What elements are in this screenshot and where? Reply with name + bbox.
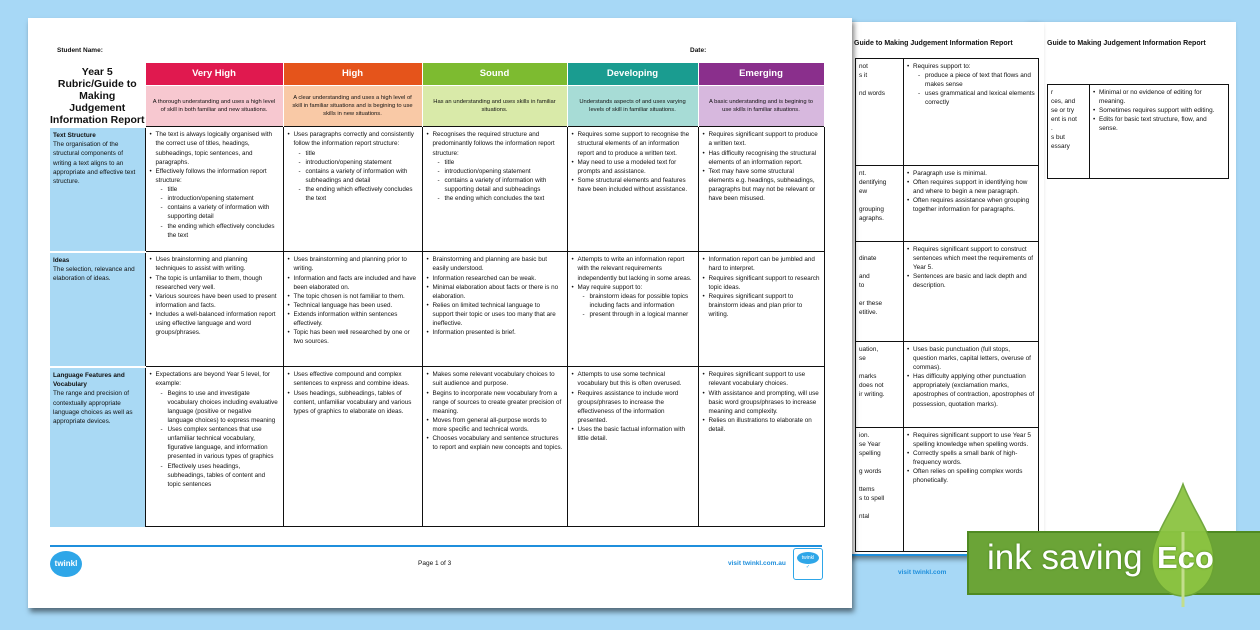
criterion-cell <box>50 367 145 527</box>
partial-text: ces, and <box>1051 98 1076 105</box>
rubric-cell <box>422 127 567 252</box>
bullet-text: introduction/opening statement <box>167 195 254 203</box>
criterion-name: Ideas <box>53 256 70 264</box>
bullet-item <box>578 292 694 310</box>
bullet-item <box>907 345 1035 372</box>
bullet-item <box>703 292 820 319</box>
bullet-text: Edits for basic text structure, flow, and sense. <box>1099 116 1207 133</box>
bullet-text: Information researched can be weak. <box>432 274 537 282</box>
bullet-text: Uses paragraphs correctly and consistently follow the information report structure: <box>293 131 414 148</box>
rubric-cell <box>1090 85 1229 179</box>
bullet-item <box>427 434 563 452</box>
bullet-item <box>1093 106 1225 115</box>
bullet-text: Expectations are beyond Year 5 level, for example: <box>155 371 270 388</box>
footer-line <box>50 545 822 547</box>
bullet-text: present through in a logical manner <box>589 311 689 319</box>
bullet-item <box>294 185 418 203</box>
partial-text: se or try <box>1051 107 1075 114</box>
bullet-item <box>703 167 820 204</box>
bullet-list <box>572 370 694 443</box>
rubric-cell <box>904 342 1039 428</box>
bullet-item <box>294 158 418 167</box>
bullet-text: the ending which effectively concludes the text <box>305 186 413 203</box>
partial-text: se <box>859 355 866 362</box>
level-header-high: High <box>283 63 422 86</box>
bullet-item <box>288 301 418 310</box>
partial-text: nt. <box>859 170 867 177</box>
partial-text: se Year <box>859 441 881 448</box>
bullet-text: Requires assistance to include word groups/phrases to increase the effectiveness of the information presented. <box>577 389 679 424</box>
bullet-item <box>288 274 418 292</box>
bullet-item <box>150 292 279 310</box>
level-description: Has an understanding and uses skills in familiar situations. <box>422 85 567 126</box>
bullet-item <box>427 370 563 388</box>
bullet-text: May require support to: <box>577 283 643 291</box>
visit-link[interactable]: visit twinkl.com.au <box>728 560 786 567</box>
rubric-cell <box>283 127 422 252</box>
bullet-list <box>572 255 694 319</box>
partial-text <box>859 290 900 299</box>
bullet-list <box>156 185 279 240</box>
bullet-item <box>907 62 1035 107</box>
bullet-list <box>427 130 563 203</box>
rubric-cell <box>145 367 283 527</box>
partial-text: er these <box>859 300 883 307</box>
partial-text: marks <box>859 373 877 380</box>
partial-cell <box>856 428 904 552</box>
partial-text: ew <box>859 188 868 195</box>
bullet-text: Requires some support to recognise the structural elements of an information report and to produce a written text. <box>577 131 690 157</box>
bullet-text: Uses effective compound and complex sentences to express and combine ideas. <box>293 371 410 388</box>
partial-cell <box>856 242 904 342</box>
level-description: A thorough understanding and uses a high level of skill in both familiar and new situations. <box>145 85 283 126</box>
bullet-item <box>150 255 279 273</box>
bullet-item <box>156 185 279 194</box>
criterion-name: Language Features and Vocabulary <box>53 371 125 389</box>
criterion-description: The range and precision of contextually appropriate language choices as well as appropriate devices. <box>53 390 133 426</box>
bullet-list <box>427 370 563 452</box>
partial-text: does not <box>859 382 884 389</box>
partial-text <box>859 503 900 512</box>
bullet-text: Begins to use and investigate vocabulary choices including evaluative language (positive or negative language choices) to express meaning <box>167 389 278 424</box>
bullet-item <box>572 255 694 282</box>
ink-saving-label: ink saving <box>987 538 1143 577</box>
partial-text: s it <box>859 72 868 79</box>
partial-text <box>859 196 900 205</box>
bullet-text: Information presented is brief. <box>432 329 516 337</box>
bullet-list <box>907 169 1035 214</box>
bullet-text: Includes a well-balanced information report using effective language and word groups/phrases. <box>155 311 276 337</box>
bullet-text: Information and facts are included and have been elaborated on. <box>293 274 417 291</box>
rubric-row <box>50 367 824 527</box>
partial-text: dinate <box>859 255 877 262</box>
partial-text: s to spell <box>859 495 885 502</box>
bullet-list <box>288 255 418 346</box>
bullet-text: With assistance and prompting, will use basic word groups/phrases to increase meaning and complexity. <box>708 389 819 415</box>
twinkl-logo: twinkl <box>50 551 82 577</box>
partial-text: r <box>1051 89 1054 96</box>
bullet-list <box>1093 88 1225 133</box>
page-title: Guide to Making Judgement Information Report <box>854 40 1013 47</box>
bullet-list <box>288 370 418 416</box>
rubric-row <box>50 252 824 367</box>
bullet-text: Relies on limited technical language to support their topic or uses too many that are ineffective. <box>432 301 556 328</box>
bullet-item <box>572 158 694 176</box>
bullet-text: Requires support to: <box>913 63 971 70</box>
bullet-item <box>907 449 1035 467</box>
bullet-text: Text may have some structural elements e.g. headings, subheadings, paragraphs but may not be relevant or have been misused. <box>708 167 816 203</box>
bullet-item <box>288 370 418 388</box>
rubric-cell <box>904 166 1039 242</box>
bullet-text: Chooses vocabulary and sentence structures to report and explain new concepts and topics. <box>432 435 563 452</box>
bullet-text: Requires significant support to produce a written text. <box>708 131 818 148</box>
rubric-cell <box>145 127 283 252</box>
rubric-cell <box>698 367 824 527</box>
bullet-text: May need to use a modeled text for prompts and assistance. <box>577 158 677 175</box>
bullet-text: contains a variety of information with supporting detail and subheadings <box>444 176 547 194</box>
partial-text: s but <box>1051 134 1065 141</box>
bullet-list <box>156 389 279 489</box>
bullet-text: Extends information within sentences effectively. <box>293 311 398 328</box>
bullet-text: Requires significant support to brainstorm ideas and plan prior to writing. <box>708 292 803 319</box>
level-description: A clear understanding and uses a high level of skill in familiar situations and is begining to use skills in new situations. <box>283 85 422 126</box>
bullet-text: Requires significant support to research topic ideas. <box>708 274 820 291</box>
bullet-text: Often relies on spelling complex words phonetically. <box>913 468 1023 485</box>
badge-logo: twinkl <box>797 552 819 564</box>
criterion-cell <box>50 127 145 252</box>
bullet-item <box>156 425 279 462</box>
bullet-text: title <box>167 186 178 194</box>
rubric-cell <box>567 367 698 527</box>
bullet-item <box>572 370 694 388</box>
bullet-item <box>150 167 279 240</box>
bullet-list <box>913 71 1035 107</box>
bullet-item <box>156 462 279 489</box>
bullet-text: Uses brainstorming and planning techniques to assist with writing. <box>155 256 248 273</box>
partial-text <box>859 245 900 254</box>
partial-text: not <box>859 63 868 70</box>
bullet-item <box>150 310 279 337</box>
rubric-row <box>856 242 1039 342</box>
partial-text: ttems <box>859 486 875 493</box>
partial-text: spelling <box>859 450 881 457</box>
rubric-cell <box>567 252 698 367</box>
bullet-text: brainstorm ideas for possible topics including facts and information <box>589 292 689 309</box>
bullet-text: Attempts to write an information report with the relevant requirements independently but lacking in some areas. <box>577 256 692 282</box>
bullet-item <box>572 425 694 443</box>
bullet-item <box>288 292 418 301</box>
bullet-list <box>150 370 279 489</box>
bullet-item <box>433 194 563 203</box>
bullet-item <box>433 176 563 194</box>
rubric-row <box>856 166 1039 242</box>
bullet-text: Minimal elaboration about facts or there is no elaboration. <box>432 283 559 300</box>
partial-text <box>859 363 900 372</box>
bullet-text: Technical language has been used. <box>293 301 393 309</box>
bullet-item <box>703 274 820 292</box>
bullet-text: Sentences are basic and lack depth and description. <box>913 273 1027 290</box>
bullet-text: the ending which effectively concludes the text <box>167 222 275 239</box>
rubric-cell <box>422 252 567 367</box>
rubric-table <box>1047 84 1229 179</box>
bullet-item <box>288 310 418 328</box>
level-description: Understands aspects of and uses varying levels of skill in familiar situations. <box>567 85 698 126</box>
bullet-text: The topic is unfamiliar to them, though researched very well. <box>155 274 263 291</box>
bullet-item <box>427 274 563 283</box>
rubric-table <box>855 58 1039 552</box>
partial-cell <box>856 59 904 166</box>
bullet-text: uses grammatical and lexical elements correctly <box>925 90 1035 107</box>
bullet-text: Effectively follows the information report structure: <box>155 167 267 184</box>
partial-text: dentifying <box>859 179 887 186</box>
rubric-cell <box>904 242 1039 342</box>
bullet-item <box>156 194 279 203</box>
bullet-text: The topic chosen is not familiar to them. <box>293 292 405 300</box>
bullet-text: Uses the basic factual information with little detail. <box>577 426 685 443</box>
level-header-sound: Sound <box>422 63 567 86</box>
partial-text: agraphs. <box>859 215 884 222</box>
bullet-text: The text is always logically organised with the correct use of titles, headings, subheadings, topic sentences, and paragraphs. <box>155 131 273 166</box>
criterion-description: The selection, relevance and elaboration of ideas. <box>53 266 135 283</box>
bullet-text: Minimal or no evidence of editing for meaning. <box>1099 89 1202 106</box>
bullet-item <box>433 158 563 167</box>
rubric-cell <box>567 127 698 252</box>
bullet-text: Information report can be jumbled and hard to interpret. <box>708 256 815 273</box>
partial-text: ir writing. <box>859 391 885 398</box>
bullet-text: contains a variety of information with subheadings and detail <box>305 167 408 184</box>
bullet-item <box>427 389 563 416</box>
bullet-text: Relies on illustrations to elaborate on detail. <box>708 416 812 434</box>
bullet-text: Makes some relevant vocabulary choices to suit audience and purpose. <box>432 371 555 388</box>
bullet-item <box>572 283 694 320</box>
partial-text: ent is not <box>1051 116 1077 123</box>
bullet-text: Has difficulty recognising the structural elements of an information report. <box>708 149 817 166</box>
rubric-row <box>50 127 824 252</box>
page-title: Guide to Making Judgement Information Report <box>1047 40 1206 47</box>
bullet-item <box>288 130 418 203</box>
bullet-item <box>150 370 279 489</box>
partial-text: to <box>859 282 865 289</box>
bullet-text: Uses brainstorming and planning prior to writing. <box>293 256 407 273</box>
bullet-item <box>288 255 418 273</box>
bullet-item <box>913 89 1035 107</box>
criterion-description: The organisation of the structural components of writing a text aligns to an appropriate and effective text structure. <box>53 141 136 186</box>
bullet-text: Topic has been well researched by one or two sources. <box>293 329 410 346</box>
criterion-cell <box>50 252 145 367</box>
partial-cell <box>856 342 904 428</box>
bullet-list <box>578 292 694 319</box>
bullet-item <box>907 431 1035 449</box>
partial-text <box>859 458 900 467</box>
bullet-item <box>427 255 563 273</box>
bullet-list <box>703 370 820 434</box>
bullet-item <box>150 274 279 292</box>
partial-text <box>859 476 900 485</box>
bullet-item <box>907 272 1035 290</box>
bullet-text: Often requires assistance when grouping together information for paragraphs. <box>913 197 1030 214</box>
partial-text: . <box>1051 125 1053 132</box>
bullet-item <box>572 389 694 426</box>
bullet-item <box>703 370 820 388</box>
rubric-cell <box>283 367 422 527</box>
rubric-cell <box>283 252 422 367</box>
partial-cell <box>856 166 904 242</box>
bullet-list <box>294 149 418 204</box>
bullet-text: Uses complex sentences that use unfamiliar technical vocabulary, figurative language, and information presented in various types of graphics <box>167 426 274 461</box>
partial-text: ion. <box>859 432 870 439</box>
bullet-text: produce a piece of text that flows and makes sense <box>925 72 1031 89</box>
level-description-row <box>50 85 824 126</box>
level-header-very-high: Very High <box>145 63 283 86</box>
bullet-text: Begins to incorporate new vocabulary from a range of sources to create greater precision of meaning. <box>432 389 562 415</box>
bullet-list <box>433 158 563 204</box>
bullet-item <box>913 71 1035 89</box>
bullet-text: introduction/opening statement <box>305 158 392 166</box>
bullet-list <box>907 345 1035 409</box>
partial-text <box>859 80 900 89</box>
eco-label: Eco <box>1157 540 1214 575</box>
bullet-list <box>572 130 694 194</box>
partial-text: nd words <box>859 90 885 97</box>
bullet-item <box>572 130 694 157</box>
bullet-item <box>433 167 563 176</box>
bullet-text: Paragraph use is minimal. <box>913 170 987 177</box>
bullet-text: Various sources have been used to present information and facts. <box>155 292 277 309</box>
level-header-row <box>50 63 824 86</box>
bullet-item <box>156 389 279 426</box>
bullet-text: Uses headings, subheadings, tables of content, unfamiliar vocabulary and various types of graphics to elaborate on ideas. <box>293 389 412 415</box>
rubric-table <box>50 62 825 527</box>
bullet-item <box>907 372 1035 408</box>
bullet-item <box>288 389 418 416</box>
bullet-item <box>703 389 820 416</box>
bullet-item <box>703 130 820 148</box>
rubric-cell <box>422 367 567 527</box>
bullet-text: the ending which concludes the text <box>444 195 545 203</box>
partial-text: grouping <box>859 206 884 213</box>
bullet-list <box>907 62 1035 107</box>
rubric-row <box>856 342 1039 428</box>
bullet-item <box>907 169 1035 178</box>
bullet-list <box>150 130 279 240</box>
bullet-text: Brainstorming and planning are basic but easily understood. <box>432 256 547 273</box>
bullet-text: Requires significant support to construct sentences which meet the requirements of Year 5. <box>913 246 1034 272</box>
bullet-item <box>1093 88 1225 106</box>
bullet-item <box>427 416 563 434</box>
partial-text: essary <box>1051 143 1070 150</box>
bullet-item <box>427 130 563 203</box>
bullet-list <box>703 130 820 203</box>
quality-badge: twinkl ✓ <box>793 548 823 580</box>
rubric-cell <box>904 59 1039 166</box>
bullet-item <box>703 149 820 167</box>
bullet-text: Sometimes requires support with editing. <box>1099 107 1215 115</box>
rubric-cell <box>145 252 283 367</box>
bullet-item <box>294 167 418 185</box>
rubric-title: Year 5 Rubric/Guide to Making Judgement Information Report <box>50 65 145 126</box>
bullet-list <box>150 255 279 337</box>
student-name-label: Student Name: <box>57 47 103 54</box>
bullet-text: Has difficulty applying other punctuation appropriately (exclamation marks, apostrophes of contraction, apostrophes of possession, quotation marks). <box>913 373 1035 408</box>
bullet-text: Requires significant support to use relevant vocabulary choices. <box>708 371 806 388</box>
rubric-row <box>856 59 1039 166</box>
bullet-list <box>907 245 1035 290</box>
bullet-text: Correctly spells a small bank of high-frequency words. <box>913 450 1018 467</box>
bullet-item <box>427 328 563 337</box>
bullet-item <box>1093 115 1225 133</box>
partial-text: uation, <box>859 346 879 353</box>
bullet-list <box>427 255 563 337</box>
bullet-item <box>288 328 418 346</box>
bullet-list <box>703 255 820 319</box>
bullet-text: Some structural elements and features have been included without assistance. <box>577 176 688 194</box>
page-2-preview <box>836 22 1044 576</box>
bullet-text: introduction/opening statement <box>444 167 531 175</box>
level-header-emerging: Emerging <box>698 63 824 86</box>
bullet-list <box>288 130 418 203</box>
bullet-text: Often requires support in identifying how and where to begin a new paragraph. <box>913 179 1028 196</box>
bullet-item <box>156 222 279 240</box>
visit-link[interactable]: visit twinkl.com <box>898 569 947 576</box>
bullet-item <box>427 301 563 328</box>
page-number: Page 1 of 3 <box>418 560 452 567</box>
bullet-item <box>427 283 563 301</box>
rubric-cell <box>698 252 824 367</box>
bullet-item <box>907 178 1035 196</box>
level-description: A basic understanding and is begining to use skills in familiar situations. <box>698 85 824 126</box>
bullet-item <box>572 176 694 194</box>
bullet-text: Attempts to use some technical vocabulary but this is often overused. <box>577 371 682 388</box>
bullet-text: Requires significant support to use Year 5 spelling knowledge when spelling words. <box>913 432 1031 449</box>
partial-text: ntal <box>859 513 870 520</box>
bullet-item <box>907 245 1035 272</box>
bullet-item <box>703 416 820 434</box>
rubric-row <box>1048 85 1229 179</box>
partial-text: etitive. <box>859 309 878 316</box>
partial-cell <box>1048 85 1090 179</box>
bullet-text: title <box>444 158 455 166</box>
bullet-item <box>907 196 1035 214</box>
date-label: Date: <box>690 47 707 54</box>
bullet-text: Recognises the required structure and predominantly follows the information report structure: <box>432 131 555 157</box>
bullet-item <box>703 255 820 273</box>
bullet-list <box>907 431 1035 486</box>
criterion-name: Text Structure <box>53 131 96 139</box>
bullet-text: Uses basic punctuation (full stops, question marks, capital letters, overuse of commas). <box>913 346 1031 372</box>
bullet-item <box>150 130 279 167</box>
bullet-item <box>294 149 418 158</box>
rubric-cell <box>698 127 824 252</box>
bullet-text: Moves from general all-purpose words to more specific and technical words. <box>432 416 547 434</box>
bullet-item <box>578 310 694 319</box>
bullet-item <box>907 467 1035 485</box>
page-1 <box>28 18 852 608</box>
bullet-text: contains a variety of information with supporting detail <box>167 204 270 221</box>
bullet-text: title <box>305 149 316 157</box>
level-header-developing: Developing <box>567 63 698 86</box>
bullet-item <box>156 203 279 221</box>
partial-text: g words <box>859 468 882 475</box>
partial-text: and <box>859 273 870 280</box>
bullet-text: Effectively uses headings, subheadings, tables of content and topic sentences <box>167 462 266 488</box>
partial-text <box>859 263 900 272</box>
